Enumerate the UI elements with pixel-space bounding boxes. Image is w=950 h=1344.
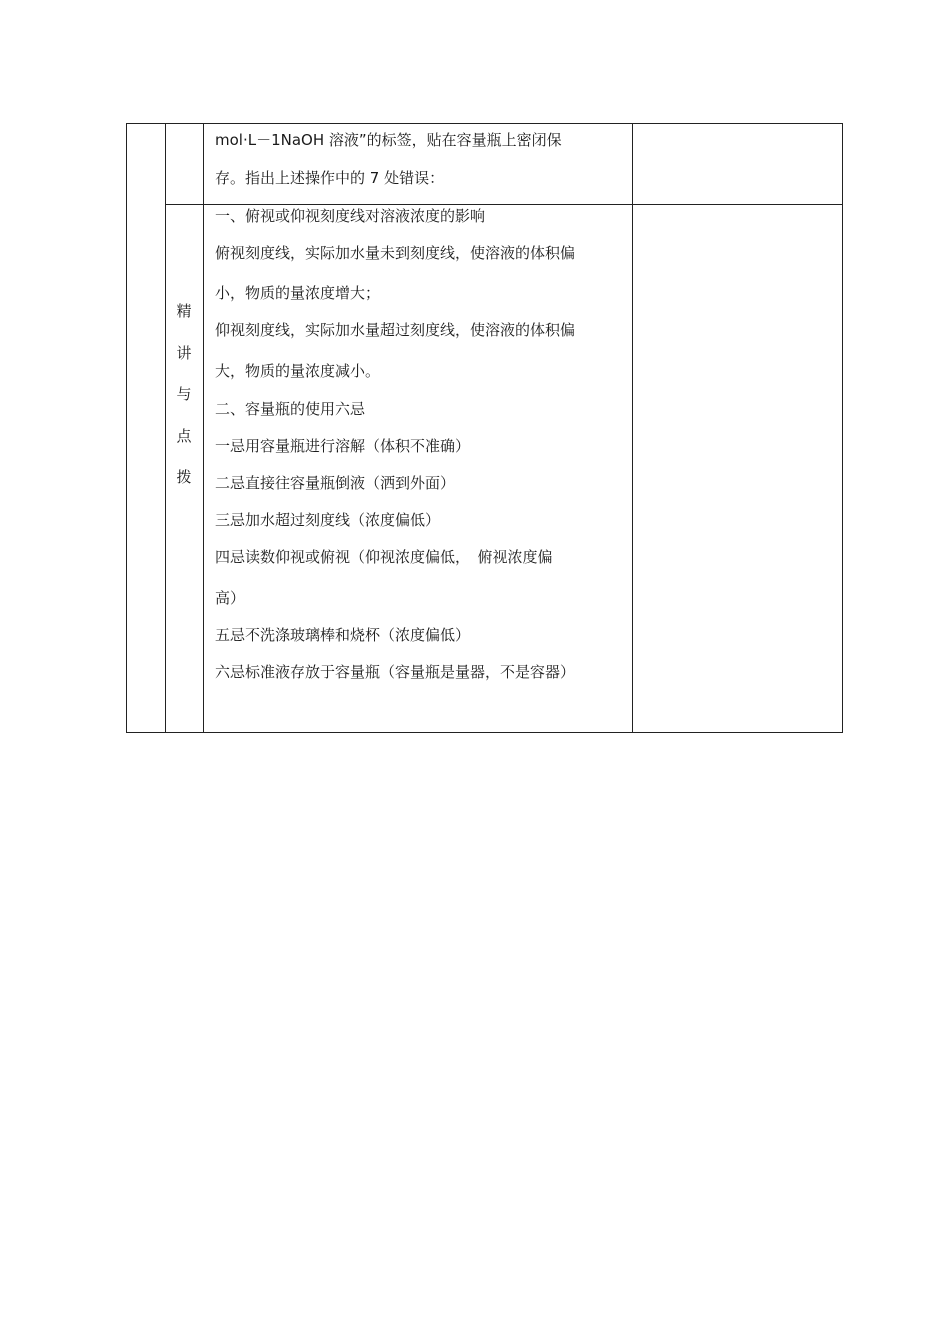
list-item: 三忌加水超过刻度线（浓度偏低）: [215, 511, 441, 529]
section-label-char: 拨: [176, 468, 192, 486]
list-item: 二忌直接往容量瓶倒液（洒到外面）: [215, 474, 456, 492]
list-item: 五忌不洗涤玻璃棒和烧杯（浓度偏低）: [215, 626, 471, 644]
column-divider-3: [632, 124, 633, 732]
text-line: 俯视刻度线，实际加水量未到刻度线，使溶液的体积偏: [215, 244, 576, 262]
list-item: 一忌用容量瓶进行溶解（体积不准确）: [215, 437, 471, 455]
section-label-char: 讲: [176, 344, 192, 362]
column-divider-2: [203, 124, 204, 732]
section-label-char: 点: [176, 427, 192, 445]
list-item: 六忌标准液存放于容量瓶（容量瓶是量器，不是容器）: [215, 663, 576, 681]
section-label-char: 与: [176, 385, 192, 403]
text-line: 仰视刻度线，实际加水量超过刻度线，使溶液的体积偏: [215, 321, 576, 339]
text-line: mol·L－1NaOH 溶液”的标签，贴在容量瓶上密闭保: [215, 131, 562, 149]
section-heading: 二、容量瓶的使用六忌: [215, 400, 366, 418]
lesson-table: [126, 123, 843, 733]
list-item: 四忌读数仰视或俯视（仰视浓度偏低， 俯视浓度偏: [215, 548, 553, 566]
row-divider: [165, 204, 842, 205]
list-item-continuation: 高）: [215, 589, 246, 607]
section-label-char: 精: [176, 302, 192, 320]
section-heading: 一、俯视或仰视刻度线对溶液浓度的影响: [215, 207, 486, 225]
text-line: 小，物质的量浓度增大；: [215, 284, 381, 302]
text-line: 存。指出上述操作中的 7 处错误：: [215, 169, 445, 187]
text-line: 大，物质的量浓度减小。: [215, 362, 381, 380]
